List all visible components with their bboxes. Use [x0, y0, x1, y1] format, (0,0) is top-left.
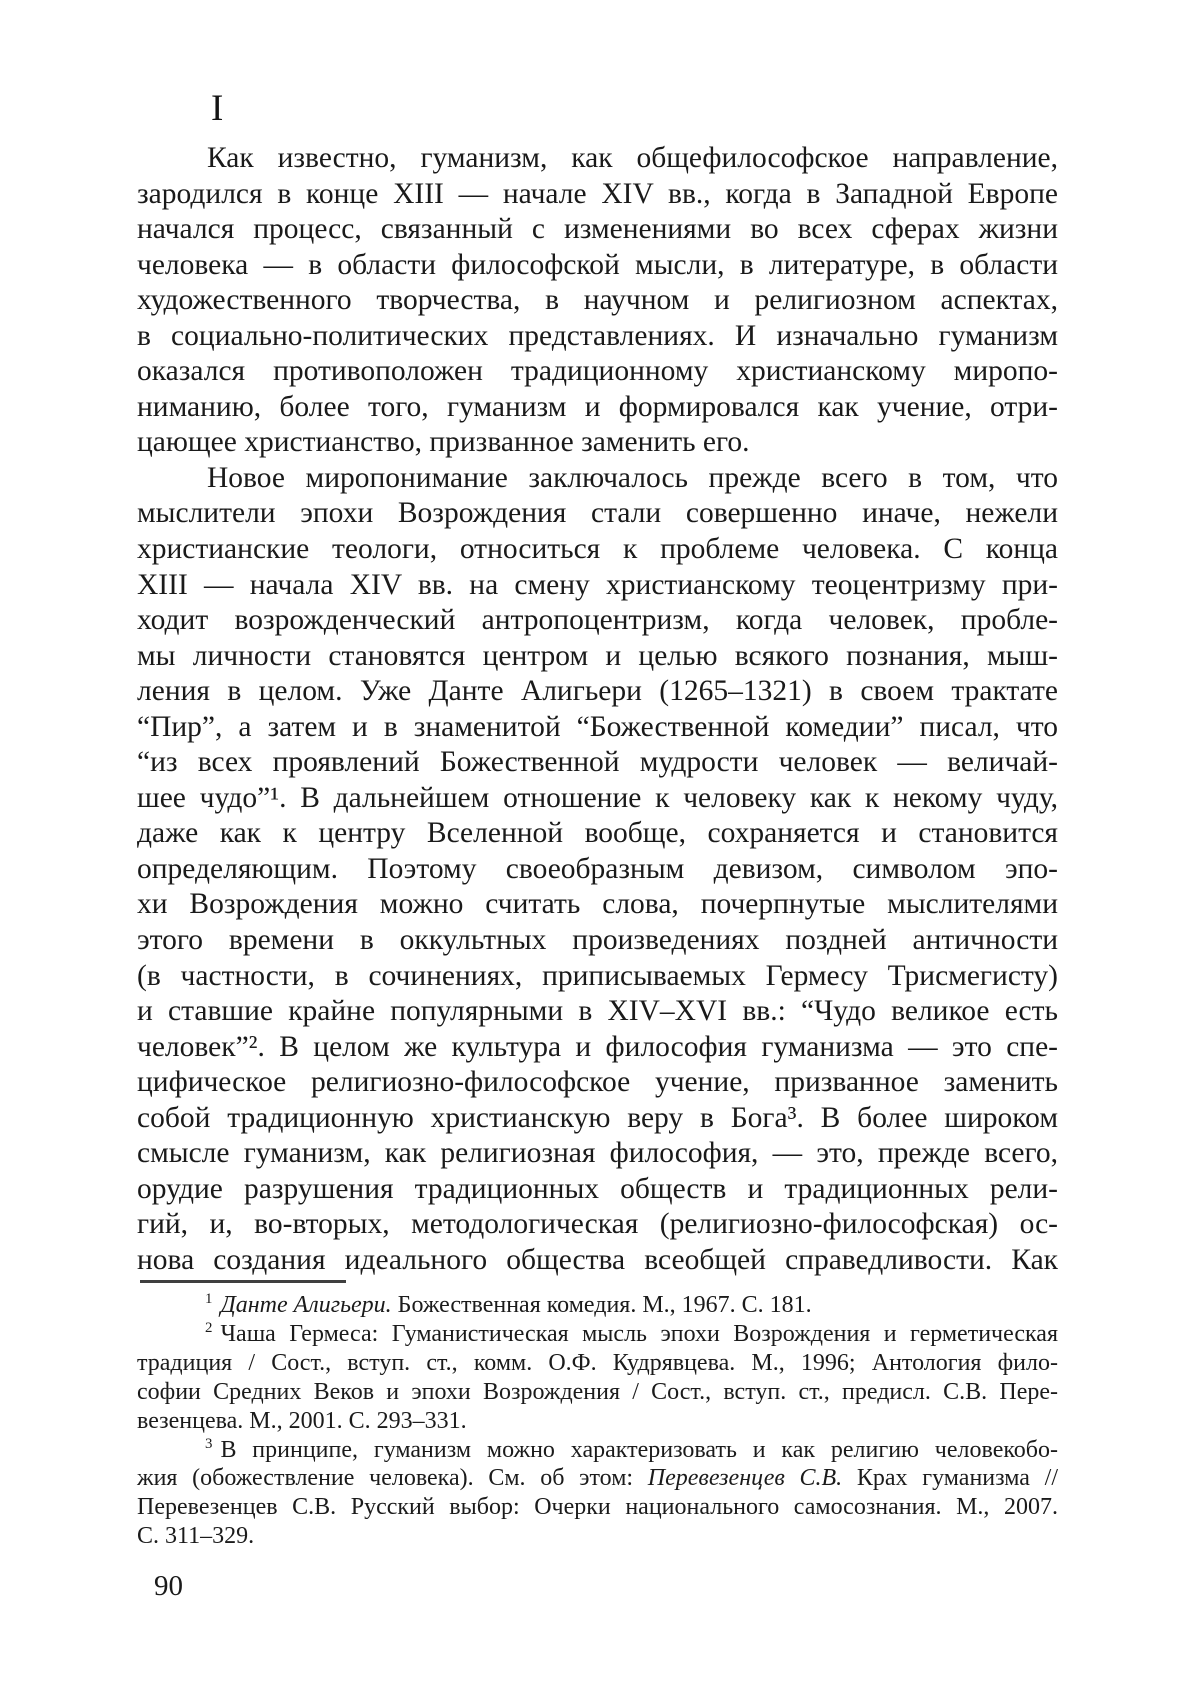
paragraph [137, 141, 1058, 461]
footnote-2 [137, 1320, 1058, 1436]
text-line: Новое миропонимание заключалось прежде всего в том, что [207, 461, 1058, 494]
footnote-3-author: Перевезенцев С.В. [647, 1465, 843, 1492]
text-line: XIII — начала XIV вв. на смену христианскому теоцентризму при- [137, 568, 1058, 601]
text-line: в социально-политических представлениях. И изначально гуманизм [137, 319, 1058, 352]
text-line: нова создания идеального общества всеобщей справедливости. Как [137, 1243, 1058, 1276]
text-line: ниманию, более того, гуманизм и формировался как учение, отри- [137, 390, 1058, 423]
footnote-2-line [137, 1320, 1058, 1349]
text-line: “из всех проявлений Божественной мудрости человек — величай- [137, 746, 1058, 779]
text-line: зародился в конце XIII — начале XIV вв., когда в Западной Европе [137, 177, 1058, 210]
footnote-3-line: Перевезенцев С.В. Русский выбор: Очерки национального самосознания. М., 2007. [137, 1494, 1058, 1521]
text-line: мы личности становятся центром и целью всякого познания, мыш- [137, 639, 1058, 672]
text-line: (в частности, в сочинениях, приписываемых Гермесу Трисмегисту) [137, 959, 1058, 992]
footnote-3 [137, 1436, 1058, 1552]
text-line: христианские теологи, относиться к проблеме человека. С конца [137, 533, 1058, 566]
text-line: собой традиционную христианскую веру в Бога³. В более широком [137, 1101, 1058, 1134]
text-line: оказался противоположен традиционному христианскому миропо- [137, 355, 1058, 388]
text-line: цающее христианство, призванное заменить его. [137, 426, 750, 459]
page-number: 90 [154, 1570, 183, 1602]
text-line: Как известно, гуманизм, как общефилософское направление, [207, 142, 1058, 174]
text-line: начался процесс, связанный с изменениями во всех сферах жизни [137, 213, 1058, 246]
footnote-1-text: Божественная комедия. М., 1967. С. 181. [391, 1292, 812, 1318]
chapter-heading: I [211, 88, 224, 129]
text-line: ходит возрожденческий антропоцентризм, когда человек, пробле- [137, 604, 1058, 637]
footnote-2-marker: 2 [205, 1319, 213, 1336]
footnote-3-text: В принципе, гуманизм можно характеризовать и как религию человекобо- [220, 1436, 1058, 1463]
text-line: ления в целом. Уже Данте Алигьери (1265–1321) в своем трактате [137, 675, 1058, 708]
text-line: и ставшие крайне популярными в XIV–XVI вв.: “Чудо великое есть [137, 995, 1058, 1028]
text-line: человек”². В целом же культура и философия гуманизма — это спе- [137, 1030, 1058, 1063]
footnote-3-marker: 3 [205, 1435, 213, 1452]
text-line: даже как к центру Вселенной вообще, сохраняется и становится [137, 817, 1058, 850]
text-line: смысле гуманизм, как религиозная философия, — это, прежде всего, [137, 1137, 1058, 1170]
text-line: “Пир”, а затем и в знаменитой “Божественной комедии” писал, что [137, 710, 1058, 743]
footnote-1-author: Данте Алигьери. [220, 1292, 392, 1318]
footnote-1 [137, 1291, 1058, 1320]
footnote-3-text: Крах гуманизма // [842, 1465, 1059, 1492]
text-line: гий, и, во-вторых, методологическая (религиозно-философская) ос- [137, 1208, 1058, 1241]
footnote-1-marker: 1 [205, 1291, 213, 1307]
footnote-2-text: Чаша Гермеса: Гуманистическая мысль эпохи Возрождения и герметическая [220, 1320, 1058, 1347]
text-line: этого времени в оккультных произведениях поздней античности [137, 924, 1058, 957]
footnote-3-line: С. 311–329. [137, 1523, 255, 1550]
paragraph [137, 461, 1058, 1279]
body-text [137, 141, 1058, 1279]
footnote-2-line: софии Средних Веков и эпохи Возрождения / Сост., вступ. ст., предисл. С.В. Пере- [137, 1378, 1058, 1405]
text-line: определяющим. Поэтому своеобразным девизом, символом эпо- [137, 852, 1058, 885]
footnotes [137, 1291, 1058, 1551]
text-line: мыслители эпохи Возрождения стали совершенно иначе, нежели [137, 497, 1058, 530]
text-line: шее чудо”¹. В дальнейшем отношение к человеку как к некому чуду, [137, 781, 1058, 814]
text-line: цифическое религиозно-философское учение, призванное заменить [137, 1066, 1058, 1099]
text-line: человека — в области философской мысли, в литературе, в области [137, 248, 1058, 281]
footnote-2-line: традиция / Сост., вступ. ст., комм. О.Ф. Кудрявцева. М., 1996; Антология фило- [137, 1349, 1058, 1376]
text-line: хи Возрождения можно считать слова, почерпнутые мыслителями [137, 888, 1058, 921]
footnote-3-line [137, 1464, 1058, 1493]
text-line: орудие разрушения традиционных обществ и традиционных рели- [137, 1172, 1058, 1205]
footnote-3-line [137, 1436, 1058, 1465]
footnote-2-line: везенцева. М., 2001. С. 293–331. [137, 1407, 467, 1434]
footnote-separator-rule [140, 1280, 346, 1283]
footnote-3-text: жия (обожествление человека). См. об этом: [137, 1465, 648, 1492]
text-line: художественного творчества, в научном и религиозном аспектах, [137, 284, 1058, 317]
